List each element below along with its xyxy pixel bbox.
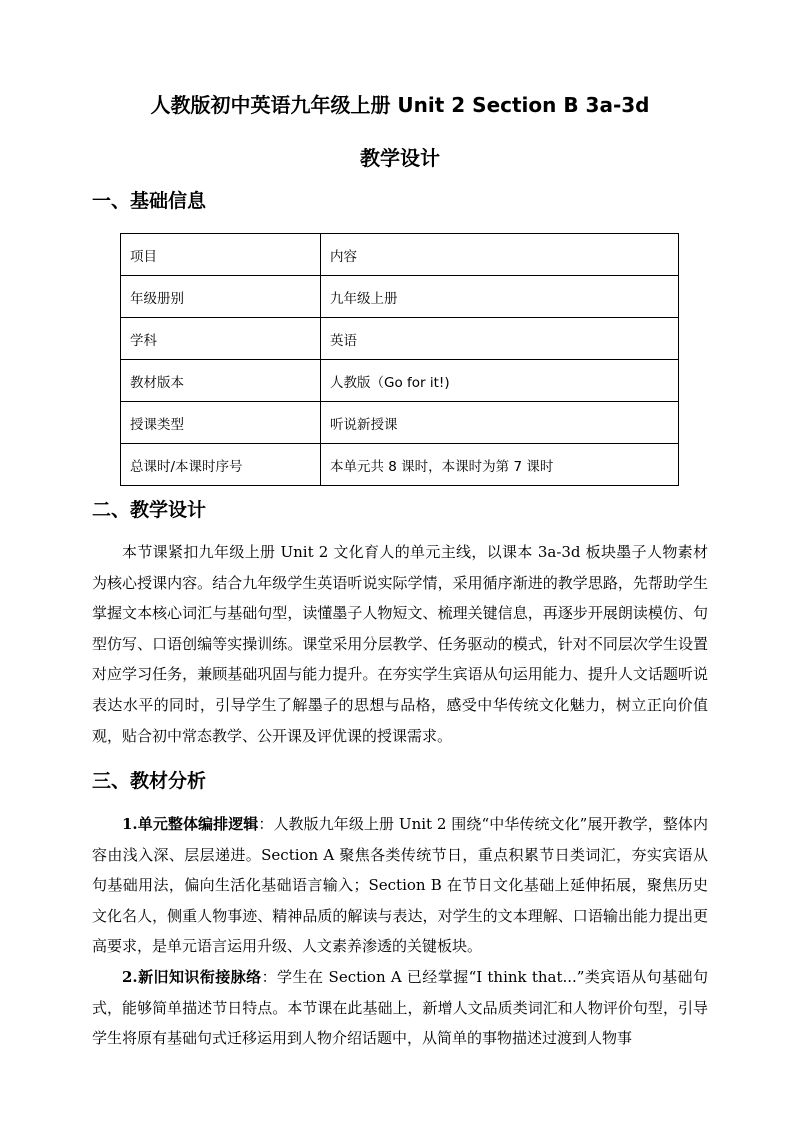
table-row xyxy=(121,402,679,444)
section-heading-teaching-design: 二、教学设计 xyxy=(92,499,207,521)
item-text: ：人教版九年级上册 Unit 2 围绕“中华传统文化”展开教学，整体内容由浅入深、层层递进。Section A 聚焦各类传统节日，重点积累节日类词汇，夯实宾语从句基础用法，偏向生活化基础语言输入；Section B 在节日文化基础上延伸拓展，聚焦历史文化名人，侧重人物事迹、精神品质的解读与表达，对学生的文本理解、口语输出能力提出更高要求，是单元语言运用升级、人文素养渗透的关键板块。 xyxy=(92,815,708,956)
basic-info-table xyxy=(120,233,679,486)
document-subtitle: 教学设计 xyxy=(360,146,440,170)
table-cell-item: 学科 xyxy=(121,318,321,360)
analysis-item-knowledge-link xyxy=(92,962,708,1054)
table-row xyxy=(121,276,679,318)
table-cell-content: 九年级上册 xyxy=(321,276,679,318)
section-heading-basic-info: 一、基础信息 xyxy=(92,190,207,212)
table-row xyxy=(121,360,679,402)
table-cell-item: 年级册别 xyxy=(121,276,321,318)
table-cell-item: 总课时/本课时序号 xyxy=(121,444,321,486)
table-cell-content: 听说新授课 xyxy=(321,402,679,444)
table-header-row xyxy=(121,234,679,276)
table-row xyxy=(121,318,679,360)
table-cell-item: 教材版本 xyxy=(121,360,321,402)
table-cell-content: 本单元共 8 课时，本课时为第 7 课时 xyxy=(321,444,679,486)
item-text: ：学生在 Section A 已经掌握“I think that...”类宾语从句基础句式，能够简单描述节日特点。本节课在此基础上，新增人文品质类词汇和人物评价句型，引导学生将原有基础句式迁移运用到人物介绍话题中，从简单的事物描述过渡到人物事 xyxy=(92,968,708,1048)
table-cell-content: 人教版（Go for it!) xyxy=(321,360,679,402)
table-cell-content: 内容 xyxy=(321,234,679,276)
section-heading-material-analysis: 三、教材分析 xyxy=(92,770,207,792)
table-cell-content: 英语 xyxy=(321,318,679,360)
table-row xyxy=(121,444,679,486)
table-cell-item: 项目 xyxy=(121,234,321,276)
teaching-design-paragraph: 本节课紧扣九年级上册 Unit 2 文化育人的单元主线，以课本 3a-3d 板块墨子人物素材为核心授课内容。结合九年级学生英语听说实际学情，采用循序渐进的教学思路，先帮助学生掌握文本核心词汇与基础句型，读懂墨子人物短文、梳理关键信息，再逐步开展朗读模仿、句型仿写、口语创编等实操训练。课堂采用分层教学、任务驱动的模式，针对不同层次学生设置对应学习任务，兼顾基础巩固与能力提升。在夯实学生宾语从句运用能力、提升人文话题听说表达水平的同时，引导学生了解墨子的思想与品格，感受中华传统文化魅力，树立正向价值观，贴合初中常态教学、公开课及评优课的授课需求。 xyxy=(92,543,708,745)
item-lead: 2.新旧知识衔接脉络 xyxy=(122,968,262,986)
table-cell-item: 授课类型 xyxy=(121,402,321,444)
item-lead: 1.单元整体编排逻辑 xyxy=(122,815,259,833)
analysis-item-unit-logic xyxy=(92,809,708,962)
document-title: 人教版初中英语九年级上册 Unit 2 Section B 3a-3d xyxy=(150,93,650,117)
